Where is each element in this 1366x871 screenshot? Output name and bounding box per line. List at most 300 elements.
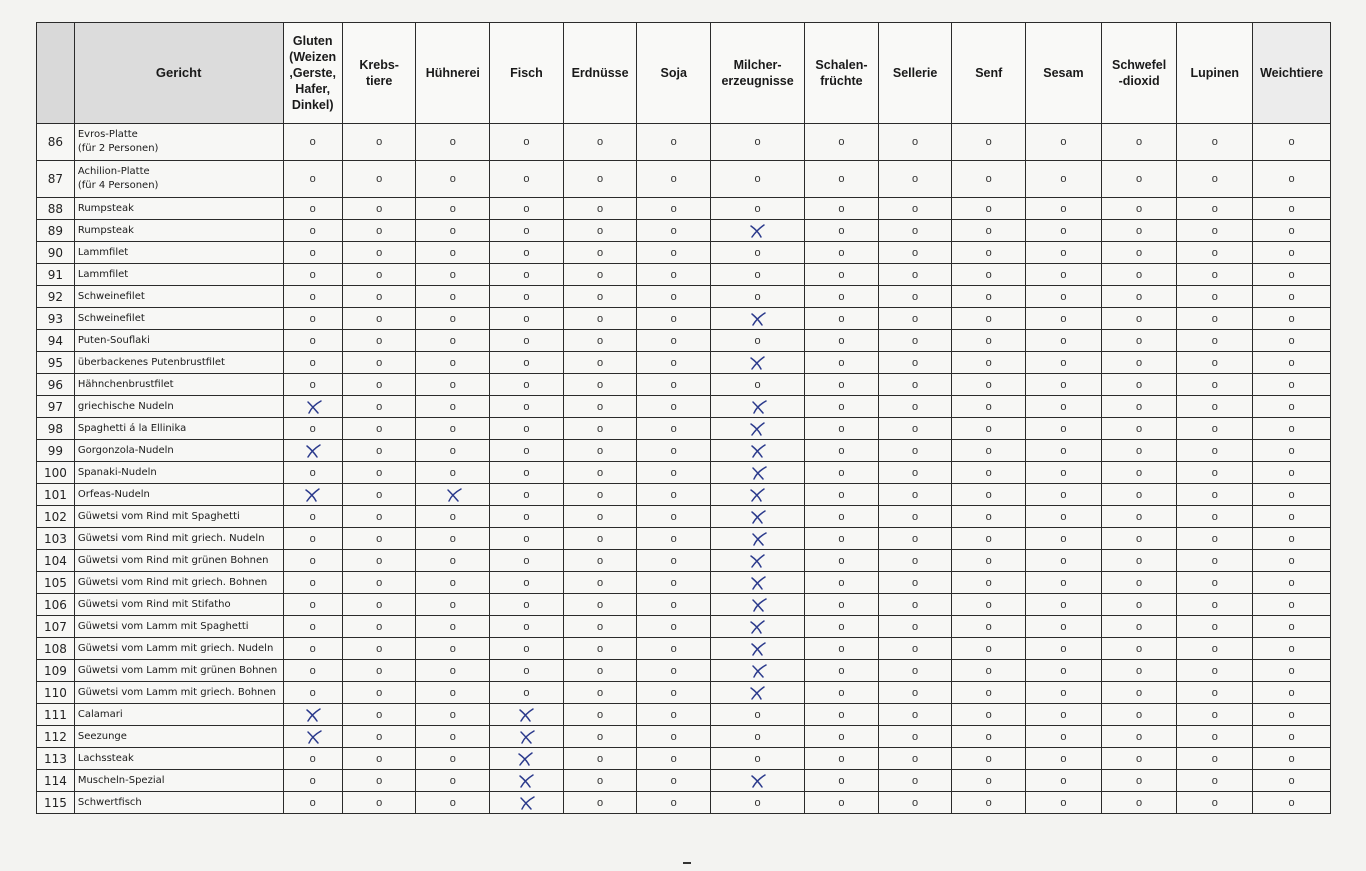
allergen-cell	[1026, 572, 1102, 594]
dish-number: 106	[37, 594, 75, 616]
allergen-cell	[805, 124, 879, 161]
dish-number: 110	[37, 682, 75, 704]
allergen-cell	[637, 440, 711, 462]
dish-number: 92	[37, 286, 75, 308]
allergen-cell	[1101, 660, 1177, 682]
allergen-cell	[711, 462, 805, 484]
allergen-cell	[637, 748, 711, 770]
allergen-table	[36, 22, 1331, 814]
empty-marker: o	[1288, 224, 1295, 237]
dish-name	[74, 242, 283, 264]
allergen-cell	[805, 638, 879, 660]
empty-marker: o	[838, 532, 845, 545]
empty-marker: o	[985, 532, 992, 545]
allergen-cell	[283, 396, 342, 418]
dish-number: 98	[37, 418, 75, 440]
allergen-cell	[878, 506, 952, 528]
empty-marker: o	[597, 356, 604, 369]
empty-marker: o	[1288, 532, 1295, 545]
empty-marker: o	[376, 796, 383, 809]
empty-marker: o	[523, 202, 530, 215]
empty-marker: o	[912, 173, 919, 185]
allergen-cell	[1101, 330, 1177, 352]
empty-marker: o	[309, 642, 316, 655]
table-row	[37, 161, 1331, 198]
allergen-cell	[711, 726, 805, 748]
dish-name-line: Güwetsi vom Lamm mit griech. Nudeln	[77, 642, 274, 654]
allergen-cell	[342, 220, 416, 242]
allergen-cell	[342, 682, 416, 704]
allergen-cell	[563, 506, 637, 528]
allergen-cell	[711, 242, 805, 264]
allergen-cell	[1177, 704, 1253, 726]
allergen-cell	[1026, 330, 1102, 352]
allergen-cell	[711, 161, 805, 198]
allergen-cell	[490, 726, 564, 748]
header-allergen-line: früchte	[820, 74, 863, 88]
header-allergen-line: Sesam	[1043, 66, 1084, 80]
empty-marker: o	[670, 488, 677, 501]
empty-marker: o	[838, 136, 845, 148]
allergen-cell	[878, 484, 952, 506]
allergen-x-mark	[748, 663, 768, 679]
dish-name	[74, 682, 283, 704]
empty-marker: o	[912, 598, 919, 611]
empty-marker: o	[449, 378, 456, 391]
allergen-cell	[805, 770, 879, 792]
empty-marker: o	[523, 510, 530, 523]
empty-marker: o	[309, 774, 316, 787]
empty-marker: o	[985, 422, 992, 435]
allergen-cell	[1026, 594, 1102, 616]
header-allergen-line: Senf	[975, 66, 1003, 80]
empty-marker: o	[1288, 488, 1295, 501]
allergen-cell	[711, 396, 805, 418]
allergen-cell	[342, 308, 416, 330]
empty-marker: o	[838, 730, 845, 743]
empty-marker: o	[1136, 246, 1143, 259]
empty-marker: o	[376, 400, 383, 413]
empty-marker: o	[985, 173, 992, 185]
allergen-cell	[1026, 374, 1102, 396]
empty-marker: o	[449, 686, 456, 699]
empty-marker: o	[449, 598, 456, 611]
allergen-cell	[490, 161, 564, 198]
empty-marker: o	[376, 686, 383, 699]
allergen-cell	[1026, 704, 1102, 726]
allergen-cell	[637, 198, 711, 220]
allergen-cell	[1177, 198, 1253, 220]
allergen-table-sheet	[36, 22, 1331, 814]
dish-name	[74, 506, 283, 528]
allergen-cell	[1253, 124, 1331, 161]
empty-marker: o	[670, 246, 677, 259]
header-allergen-line: Soja	[660, 66, 687, 80]
allergen-cell	[711, 264, 805, 286]
empty-marker: o	[670, 136, 677, 148]
empty-marker: o	[985, 246, 992, 259]
allergen-cell	[637, 704, 711, 726]
empty-marker: o	[1288, 400, 1295, 413]
table-row	[37, 528, 1331, 550]
empty-marker: o	[449, 730, 456, 743]
allergen-cell	[563, 638, 637, 660]
empty-marker: o	[985, 444, 992, 457]
empty-marker: o	[985, 686, 992, 699]
allergen-x-mark	[516, 707, 536, 723]
allergen-cell	[490, 308, 564, 330]
allergen-cell	[490, 484, 564, 506]
empty-marker: o	[838, 708, 845, 721]
header-allergen	[711, 23, 805, 124]
allergen-cell	[711, 770, 805, 792]
empty-marker: o	[1211, 488, 1218, 501]
allergen-cell	[878, 330, 952, 352]
dish-number: 86	[37, 124, 75, 161]
dish-number: 87	[37, 161, 75, 198]
allergen-cell	[283, 161, 342, 198]
empty-marker: o	[449, 136, 456, 148]
empty-marker: o	[1060, 752, 1067, 765]
allergen-cell	[563, 748, 637, 770]
empty-marker: o	[912, 312, 919, 325]
empty-marker: o	[754, 730, 761, 743]
empty-marker: o	[597, 422, 604, 435]
allergen-cell	[878, 161, 952, 198]
empty-marker: o	[376, 224, 383, 237]
empty-marker: o	[1060, 642, 1067, 655]
empty-marker: o	[523, 576, 530, 589]
allergen-cell	[416, 572, 490, 594]
allergen-cell	[1101, 572, 1177, 594]
allergen-cell	[805, 161, 879, 198]
allergen-cell	[283, 308, 342, 330]
allergen-cell	[1177, 124, 1253, 161]
empty-marker: o	[597, 554, 604, 567]
allergen-cell	[342, 748, 416, 770]
empty-marker: o	[838, 796, 845, 809]
allergen-cell	[283, 572, 342, 594]
allergen-cell	[1101, 594, 1177, 616]
dish-name-line: Güwetsi vom Rind mit Stifatho	[77, 598, 231, 610]
empty-marker: o	[1136, 554, 1143, 567]
empty-marker: o	[985, 752, 992, 765]
empty-marker: o	[1211, 202, 1218, 215]
allergen-cell	[952, 440, 1026, 462]
corner-cell	[37, 23, 75, 124]
allergen-cell	[637, 726, 711, 748]
empty-marker: o	[1060, 708, 1067, 721]
empty-marker: o	[1211, 378, 1218, 391]
allergen-cell	[1026, 286, 1102, 308]
allergen-x-mark	[748, 399, 768, 415]
allergen-cell	[416, 352, 490, 374]
allergen-cell	[342, 352, 416, 374]
empty-marker: o	[670, 444, 677, 457]
allergen-cell	[878, 124, 952, 161]
allergen-cell	[952, 308, 1026, 330]
allergen-cell	[952, 418, 1026, 440]
empty-marker: o	[754, 290, 761, 303]
dish-name-line: Rumpsteak	[77, 224, 134, 236]
empty-marker: o	[754, 752, 761, 765]
empty-marker: o	[670, 598, 677, 611]
empty-marker: o	[309, 356, 316, 369]
allergen-cell	[416, 124, 490, 161]
empty-marker: o	[838, 510, 845, 523]
allergen-cell	[1177, 748, 1253, 770]
allergen-cell	[563, 462, 637, 484]
allergen-cell	[342, 374, 416, 396]
empty-marker: o	[912, 400, 919, 413]
empty-marker: o	[1060, 246, 1067, 259]
allergen-cell	[878, 594, 952, 616]
empty-marker: o	[1060, 598, 1067, 611]
allergen-cell	[490, 220, 564, 242]
empty-marker: o	[912, 334, 919, 347]
allergen-cell	[711, 308, 805, 330]
allergen-cell	[1026, 242, 1102, 264]
dish-number: 111	[37, 704, 75, 726]
allergen-cell	[711, 220, 805, 242]
dish-name-line: Schweinefilet	[77, 290, 145, 302]
empty-marker: o	[597, 730, 604, 743]
dish-name-line: Güwetsi vom Lamm mit grünen Bohnen	[77, 664, 278, 676]
allergen-cell	[711, 286, 805, 308]
allergen-cell	[1177, 550, 1253, 572]
allergen-cell	[805, 748, 879, 770]
empty-marker: o	[838, 378, 845, 391]
allergen-cell	[563, 770, 637, 792]
allergen-cell	[952, 198, 1026, 220]
allergen-cell	[342, 440, 416, 462]
allergen-cell	[952, 264, 1026, 286]
allergen-cell	[342, 660, 416, 682]
allergen-cell	[416, 308, 490, 330]
allergen-cell	[711, 638, 805, 660]
allergen-cell	[637, 124, 711, 161]
allergen-cell	[1177, 726, 1253, 748]
empty-marker: o	[1211, 686, 1218, 699]
header-allergen	[1177, 23, 1253, 124]
allergen-cell	[563, 440, 637, 462]
allergen-cell	[878, 726, 952, 748]
empty-marker: o	[670, 686, 677, 699]
allergen-cell	[1026, 528, 1102, 550]
header-gericht: Gericht	[74, 23, 283, 124]
allergen-cell	[1101, 770, 1177, 792]
dish-name-line: Schweinefilet	[77, 312, 145, 324]
allergen-cell	[1177, 220, 1253, 242]
dish-name	[74, 264, 283, 286]
empty-marker: o	[376, 334, 383, 347]
empty-marker: o	[1211, 598, 1218, 611]
empty-marker: o	[1060, 488, 1067, 501]
allergen-cell	[416, 484, 490, 506]
empty-marker: o	[376, 774, 383, 787]
table-row	[37, 440, 1331, 462]
empty-marker: o	[449, 444, 456, 457]
allergen-cell	[1101, 638, 1177, 660]
dish-name	[74, 462, 283, 484]
empty-marker: o	[597, 620, 604, 633]
empty-marker: o	[670, 774, 677, 787]
allergen-cell	[711, 506, 805, 528]
empty-marker: o	[1211, 752, 1218, 765]
empty-marker: o	[1060, 774, 1067, 787]
empty-marker: o	[376, 576, 383, 589]
allergen-cell	[1026, 484, 1102, 506]
allergen-cell	[1101, 528, 1177, 550]
dish-name	[74, 528, 283, 550]
header-allergen-line: Sellerie	[892, 66, 938, 80]
empty-marker: o	[838, 400, 845, 413]
allergen-cell	[1177, 572, 1253, 594]
empty-marker: o	[376, 488, 383, 501]
empty-marker: o	[309, 378, 316, 391]
empty-marker: o	[597, 268, 604, 281]
allergen-cell	[1253, 726, 1331, 748]
allergen-cell	[1101, 220, 1177, 242]
allergen-cell	[1253, 330, 1331, 352]
empty-marker: o	[449, 246, 456, 259]
empty-marker: o	[985, 620, 992, 633]
empty-marker: o	[838, 620, 845, 633]
allergen-cell	[1026, 220, 1102, 242]
empty-marker: o	[1060, 290, 1067, 303]
empty-marker: o	[985, 708, 992, 721]
allergen-cell	[283, 748, 342, 770]
allergen-cell	[805, 506, 879, 528]
header-allergen-line: erzeugnisse	[721, 74, 794, 88]
allergen-cell	[805, 726, 879, 748]
allergen-cell	[1253, 682, 1331, 704]
allergen-cell	[1026, 726, 1102, 748]
empty-marker: o	[309, 664, 316, 677]
empty-marker: o	[376, 444, 383, 457]
empty-marker: o	[1060, 356, 1067, 369]
empty-marker: o	[597, 444, 604, 457]
allergen-cell	[1026, 124, 1102, 161]
dish-name	[74, 286, 283, 308]
allergen-cell	[283, 440, 342, 462]
empty-marker: o	[597, 774, 604, 787]
allergen-cell	[1026, 198, 1102, 220]
empty-marker: o	[838, 246, 845, 259]
header-allergen	[342, 23, 416, 124]
allergen-cell	[711, 352, 805, 374]
empty-marker: o	[838, 422, 845, 435]
allergen-cell	[952, 330, 1026, 352]
allergen-cell	[1253, 770, 1331, 792]
empty-marker: o	[1136, 730, 1143, 743]
empty-marker: o	[754, 796, 761, 809]
empty-marker: o	[985, 466, 992, 479]
allergen-cell	[805, 484, 879, 506]
dish-number: 91	[37, 264, 75, 286]
allergen-cell	[283, 770, 342, 792]
dish-name	[74, 704, 283, 726]
dish-number: 103	[37, 528, 75, 550]
empty-marker: o	[1288, 290, 1295, 303]
allergen-cell	[805, 198, 879, 220]
allergen-cell	[878, 704, 952, 726]
empty-marker: o	[1211, 290, 1218, 303]
header-allergen	[416, 23, 490, 124]
allergen-cell	[416, 374, 490, 396]
allergen-cell	[563, 352, 637, 374]
dish-name-line: Achilion-Platte	[77, 166, 150, 177]
empty-marker: o	[670, 796, 677, 809]
empty-marker: o	[985, 796, 992, 809]
empty-marker: o	[912, 422, 919, 435]
empty-marker: o	[1211, 224, 1218, 237]
empty-marker: o	[985, 664, 992, 677]
allergen-cell	[563, 572, 637, 594]
empty-marker: o	[1060, 466, 1067, 479]
empty-marker: o	[1288, 334, 1295, 347]
empty-marker: o	[309, 796, 316, 809]
header-allergen	[1026, 23, 1102, 124]
empty-marker: o	[523, 664, 530, 677]
allergen-cell	[563, 616, 637, 638]
allergen-cell	[490, 550, 564, 572]
empty-marker: o	[754, 334, 761, 347]
header-allergen-line: Krebs-	[359, 58, 399, 72]
empty-marker: o	[1211, 576, 1218, 589]
empty-marker: o	[912, 202, 919, 215]
dish-name	[74, 352, 283, 374]
empty-marker: o	[309, 576, 316, 589]
allergen-cell	[563, 418, 637, 440]
allergen-cell	[1253, 264, 1331, 286]
empty-marker: o	[670, 173, 677, 185]
allergen-cell	[342, 264, 416, 286]
empty-marker: o	[1060, 620, 1067, 633]
allergen-cell	[878, 440, 952, 462]
empty-marker: o	[1288, 173, 1295, 185]
empty-marker: o	[449, 312, 456, 325]
allergen-cell	[637, 220, 711, 242]
dish-name-line: überbackenes Putenbrustfilet	[77, 356, 225, 368]
empty-marker: o	[597, 576, 604, 589]
allergen-cell	[952, 726, 1026, 748]
empty-marker: o	[1288, 554, 1295, 567]
allergen-cell	[952, 660, 1026, 682]
empty-marker: o	[670, 400, 677, 413]
dish-name	[74, 484, 283, 506]
empty-marker: o	[1288, 510, 1295, 523]
empty-marker: o	[376, 422, 383, 435]
empty-marker: o	[838, 202, 845, 215]
empty-marker: o	[1136, 532, 1143, 545]
empty-marker: o	[1136, 400, 1143, 413]
allergen-cell	[711, 528, 805, 550]
allergen-cell	[952, 616, 1026, 638]
empty-marker: o	[1136, 290, 1143, 303]
allergen-cell	[490, 124, 564, 161]
allergen-cell	[490, 792, 564, 814]
allergen-cell	[283, 220, 342, 242]
allergen-cell	[1177, 506, 1253, 528]
allergen-cell	[416, 440, 490, 462]
allergen-cell	[416, 418, 490, 440]
empty-marker: o	[985, 224, 992, 237]
empty-marker: o	[754, 202, 761, 215]
dish-name	[74, 440, 283, 462]
allergen-cell	[711, 124, 805, 161]
allergen-cell	[805, 572, 879, 594]
